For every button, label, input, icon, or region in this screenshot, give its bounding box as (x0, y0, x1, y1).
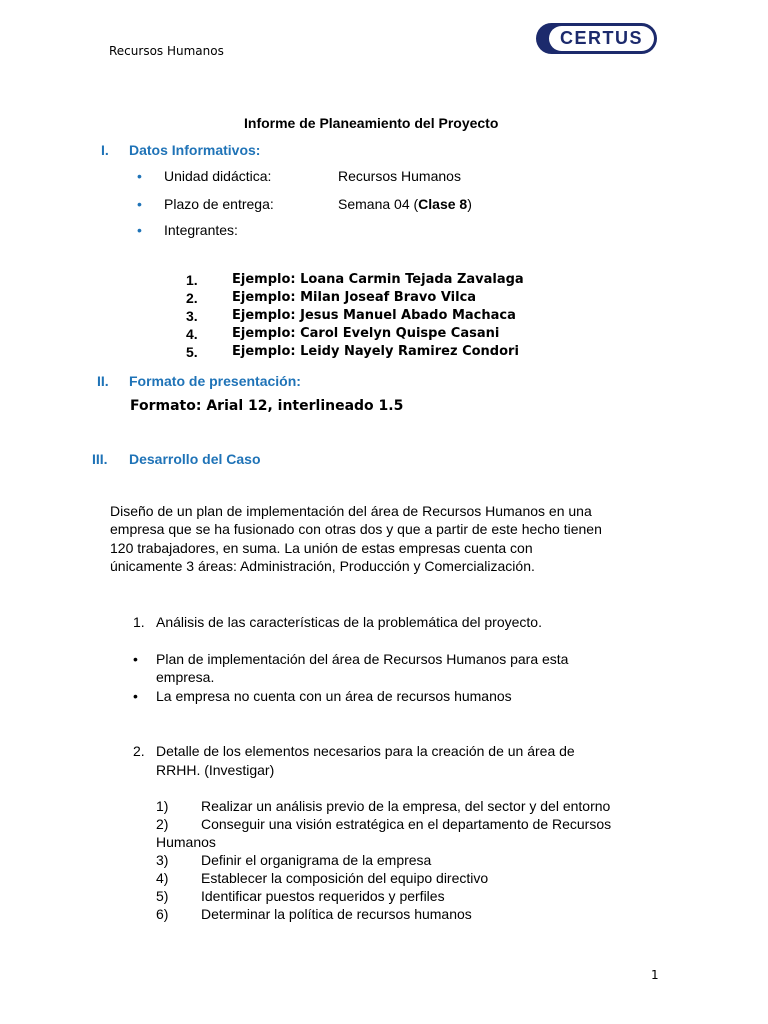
item-text: RRHH. (Investigar) (156, 762, 275, 778)
field-value: Semana 04 (Clase 8) (338, 196, 472, 212)
case-paragraph-line: únicamente 3 áreas: Administración, Producción y Comercialización. (110, 558, 535, 574)
member-name: Ejemplo: Carol Evelyn Quispe Casani (232, 326, 500, 341)
subitem-text: Realizar un análisis previo de la empresa, del sector y del entorno (201, 798, 611, 814)
bullet-text: Plan de implementación del área de Recursos Humanos para esta (156, 651, 569, 667)
section-1-number: I. (101, 142, 109, 158)
member-name: Ejemplo: Milan Joseaf Bravo Vilca (232, 290, 477, 305)
subitem-number: 4) (156, 870, 169, 886)
bullet-text: empresa. (156, 669, 215, 685)
header-title: Recursos Humanos (109, 44, 224, 58)
member-name: Ejemplo: Leidy Nayely Ramirez Condori (232, 344, 519, 359)
subitem-text: Determinar la política de recursos humanos (201, 906, 472, 922)
case-paragraph-line: Diseño de un plan de implementación del área de Recursos Humanos en una (110, 503, 592, 519)
page-number: 1 (651, 968, 659, 982)
case-paragraph-line: 120 trabajadores, en suma. La unión de estas empresas cuenta con (110, 540, 533, 556)
item-number: 1. (133, 614, 145, 630)
subitem-number: 6) (156, 906, 169, 922)
document-title: Informe de Planeamiento del Proyecto (244, 115, 499, 131)
subitem-text: Definir el organigrama de la empresa (201, 852, 432, 868)
section-2-title: Formato de presentación: (129, 373, 301, 389)
section-1-title: Datos Informativos: (129, 142, 261, 158)
member-name: Ejemplo: Loana Carmin Tejada Zavalaga (232, 272, 524, 287)
section-3-number: III. (92, 451, 108, 467)
case-paragraph-line: empresa que se ha fusionado con otras dos y que a partir de este hecho tienen (110, 521, 602, 537)
member-number: 2. (186, 290, 198, 306)
bullet-icon: • (133, 688, 138, 704)
subitem-text-continuation: Humanos (156, 834, 216, 850)
format-text: Formato: Arial 12, interlineado 1.5 (130, 398, 404, 414)
subitem-text: Conseguir una visión estratégica en el departamento de Recursos (201, 816, 612, 832)
subitem-text: Identificar puestos requeridos y perfiles (201, 888, 445, 904)
certus-logo (536, 23, 657, 54)
item-text: Análisis de las características de la problemática del proyecto. (156, 614, 542, 630)
item-text: Detalle de los elementos necesarios para la creación de un área de (156, 743, 575, 759)
subitem-text: Establecer la composición del equipo directivo (201, 870, 489, 886)
field-label: Unidad didáctica: (164, 168, 272, 184)
subitem-number: 1) (156, 798, 169, 814)
section-2-number: II. (97, 373, 109, 389)
bullet-icon: • (137, 222, 142, 238)
subitem-number: 5) (156, 888, 169, 904)
field-label: Integrantes: (164, 222, 238, 238)
bullet-icon: • (133, 651, 138, 667)
subitem-number: 3) (156, 852, 169, 868)
bullet-icon: • (137, 196, 142, 212)
bullet-text: La empresa no cuenta con un área de recursos humanos (156, 688, 512, 704)
logo-text: CERTUS (549, 26, 654, 51)
member-name: Ejemplo: Jesus Manuel Abado Machaca (232, 308, 516, 323)
member-number: 4. (186, 326, 198, 342)
item-number: 2. (133, 743, 145, 759)
member-number: 3. (186, 308, 198, 324)
bullet-icon: • (137, 168, 142, 184)
field-value: Recursos Humanos (338, 168, 461, 184)
section-3-title: Desarrollo del Caso (129, 451, 261, 467)
member-number: 5. (186, 344, 198, 360)
member-number: 1. (186, 272, 198, 288)
subitem-number: 2) (156, 816, 169, 832)
field-label: Plazo de entrega: (164, 196, 274, 212)
